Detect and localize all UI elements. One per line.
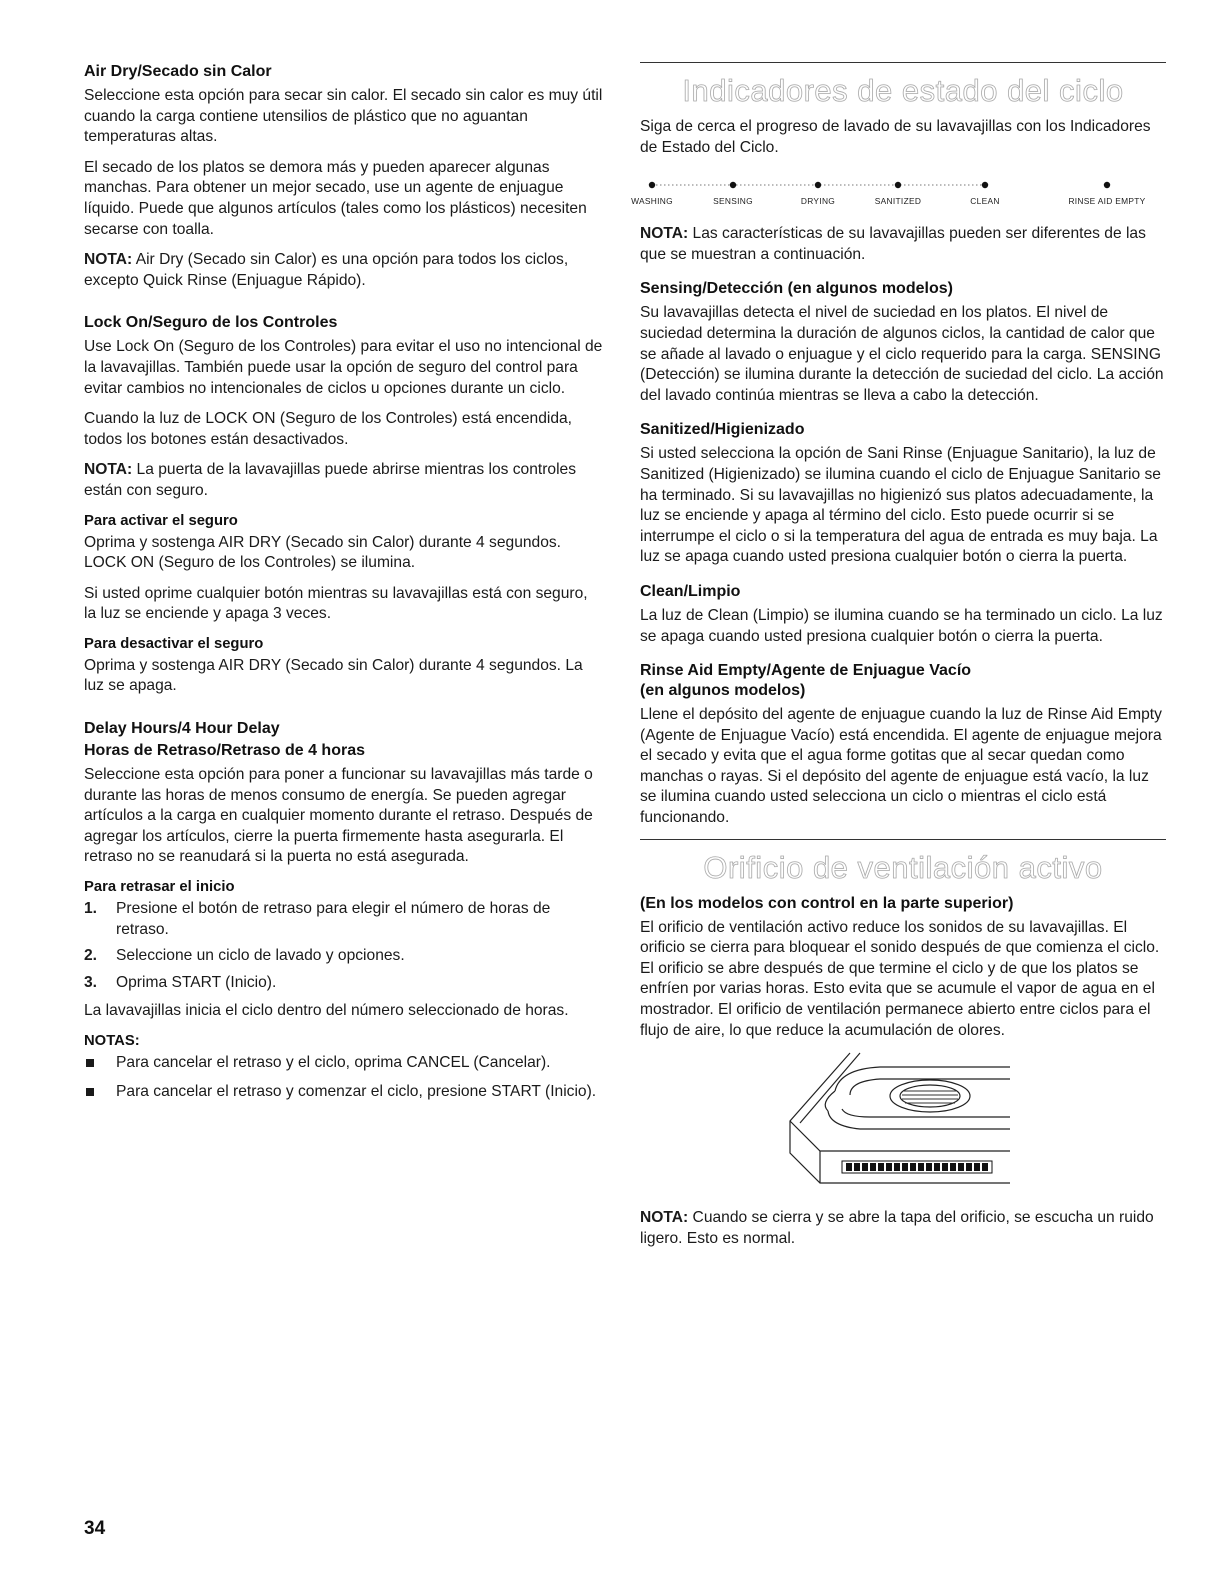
drying-label: DRYING [800,196,836,207]
sensing-section [640,279,1166,406]
lock-note [84,460,604,501]
status-note [640,224,1166,265]
rinse-aid-empty-light-icon [1104,182,1110,188]
delay-heading-spanish: Horas de Retraso/Retraso de 4 horas [84,742,365,760]
note-label: NOTA: [640,1209,689,1227]
air-dry-section [84,62,604,291]
list-item [84,1053,604,1074]
step-text: Presione el botón de retraso para elegir el número de horas de retraso. [116,900,551,938]
delay-notes-list [84,1053,604,1102]
status-section [631,71,1166,265]
step-text: Seleccione un ciclo de lavado y opciones. [116,947,405,965]
clean-heading: Clean/Limpio [640,582,741,600]
air-dry-paragraph-1: Seleccione esta opción para secar sin calor. El secado sin calor es muy útil cuando la carga contiene utensilios de plástico que no aguantan temperaturas altas. [84,87,603,146]
lock-heading: Lock On/Seguro de los Controles [84,314,338,332]
washing-label: WASHING [631,196,673,207]
lock-activate-heading: Para activar el seguro [84,512,238,529]
delay-paragraph: Seleccione esta opción para poner a funcionar su lavavajillas más tarde o durante las horas de menos consumo de energía. Se pueden agregar artículos a la carga en cualquier momento durante el retraso. Después de agregar los artículos, cierre la puerta firmemente hasta asegurarla. El retraso no se reanudará si la puerta no está asegurada. [84,766,593,866]
delay-heading-english: Delay Hours/4 Hour Delay [84,720,280,738]
right-column [631,62,1166,1259]
lock-press-text: Si usted oprime cualquier botón mientras su lavavajillas está con seguro, la luz se enciende y apaga 3 veces. [84,584,588,623]
step-text: Oprima START (Inicio). [116,973,277,991]
section-divider [640,62,1166,63]
note-text: Air Dry (Secado sin Calor) es una opción para todos los ciclos, excepto Quick Rinse (Enjuague Rápido). [84,251,569,289]
page-number: 34 [84,1518,106,1539]
note-text: Cuando se cierra y se abre la tapa del orificio, se escucha un ruido ligero. Esto es normal. [640,1209,1154,1247]
lock-section [84,313,604,697]
delay-steps-list [84,899,604,993]
step-number: 2. [84,947,98,965]
list-item [84,1082,604,1103]
lock-paragraph-1: Use Lock On (Seguro de los Controles) para evitar el uso no intencional de la lavavajillas. También puede usar la opción de seguro del control para evitar cambios no intencionales de ciclos u opciones durante un ciclo. [84,338,603,397]
delay-notes-label: NOTAS: [84,1033,140,1049]
step-number: 3. [84,973,98,991]
sanitized-text: Si usted selecciona la opción de Sani Rinse (Enjuague Sanitario), la luz de Sanitized (Higienizado) se ilumina cuando el ciclo de Enjuague Sanitario se ha terminado. Si su lavavajillas no higienizó sus platos adecuadamente, la luz se enciende y apaga al término del ciclo. Esto puede ocurrir si se interrumpe el ciclo o si la temperatura del agua de entrada es muy baja. La luz se apaga cuando usted presiona cualquier botón o cierra la puerta. [640,445,1161,566]
sanitized-heading: Sanitized/Higienizado [640,421,805,439]
air-dry-heading: Air Dry/Secado sin Calor [84,63,272,80]
lock-deactivate-heading: Para desactivar el seguro [84,635,264,652]
lock-paragraph-2: Cuando la luz de LOCK ON (Seguro de los Controles) está encendida, todos los botones están desactivados. [84,410,573,448]
delay-section [84,719,604,1102]
rinse-aid-section [640,661,1166,829]
note-text: La puerta de la lavavajillas puede abrirse mientras los controles están con seguro. [84,461,577,499]
vent-note [640,1208,1166,1249]
sanitized-label: SANITIZED [874,196,922,207]
sensing-heading: Sensing/Detección (en algunos modelos) [640,280,953,298]
square-bullet-icon [86,1059,94,1067]
vent-section [640,848,1166,1250]
drying-light-icon [815,182,821,188]
air-dry-paragraph-2: El secado de los platos se demora más y pueden aparecer algunas manchas. Para obtener un mejor secado, use un agente de enjuague líquido. Puede que algunos artículos (tales como los plásticos) necesiten secarse con toalla. [84,158,587,238]
list-item [84,899,604,940]
note-label: NOTA: [84,461,133,479]
rinse-aid-subheading: (en algunos modelos) [640,682,806,700]
clean-light-icon [982,182,988,188]
delay-start-heading: Para retrasar el inicio [84,879,235,896]
vent-text: El orificio de ventilación activo reduce los sonidos de su lavavajillas. El orificio se cierra para bloquear el sonido después de que comienza el ciclo. El orificio se abre después de que termine el ciclo y de que los platos se enfríen por varias horas. Esto evita que se acumule el vapor de agua en el mostrador. El orificio de ventilación permanece abierto entre ciclos para el flujo de aire, lo que reduce la acumulación de olores. [640,918,1160,1039]
note-label: NOTA: [640,225,689,243]
step-number: 1. [84,900,98,918]
status-banner-title: Indicadores de estado del ciclo [682,73,1124,108]
clean-section [640,582,1166,647]
vent-illustration [780,1051,1166,1194]
rinse-aid-empty-label: RINSE AID EMPTY [1068,196,1146,207]
sanitized-light-icon [895,182,901,188]
square-bullet-icon [86,1088,94,1096]
air-dry-note [84,250,604,291]
vent-subheading: (En los modelos con control en la parte superior) [640,894,1014,912]
lock-activate-text: Oprima y sostenga AIR DRY (Secado sin Calor) durante 4 segundos. LOCK ON (Seguro de los Controles) se ilumina. [84,533,562,572]
rinse-aid-heading: Rinse Aid Empty/Agente de Enjuague Vacío [640,662,972,680]
list-item [84,946,604,967]
note-text: Para cancelar el retraso y comenzar el ciclo, presione START (Inicio). [116,1082,597,1100]
sanitized-section [640,420,1166,568]
clean-label: CLEAN [970,196,1000,207]
lock-deactivate-text: Oprima y sostenga AIR DRY (Secado sin Calor) durante 4 segundos. La luz se apaga. [84,656,583,695]
status-intro: Siga de cerca el progreso de lavado de su lavavajillas con los Indicadores de Estado del Ciclo. [640,118,1151,156]
note-text: Las características de su lavavajillas pueden ser diferentes de las que se muestran a continuación. [640,225,1146,263]
delay-after-steps: La lavavajillas inicia el ciclo dentro del número seleccionado de horas. [84,1002,569,1020]
section-divider [640,839,1166,840]
list-item [84,973,604,994]
vent-banner-title: Orificio de ventilación activo [703,849,1103,885]
note-label: NOTA: [84,251,133,269]
washing-light-icon [649,182,655,188]
status-indicator-lights [640,172,1166,196]
left-column [84,62,604,1110]
cycle-status-panel [631,172,1166,216]
note-text: Para cancelar el retraso y el ciclo, oprima CANCEL (Cancelar). [116,1054,551,1071]
sensing-text: Su lavavajillas detecta el nivel de suciedad en los platos. El nivel de suciedad determina la duración de algunos ciclos, la cantidad de calor que se añade al lavado o enjuague y el ciclo requerido para la carga. SENSING (Detección) se ilumina durante la detección de suciedad del ciclo. La acción del lavado continúa mientras se lleva a cabo la detección. [640,304,1164,404]
rinse-aid-text: Llene el depósito del agente de enjuague cuando la luz de Rinse Aid Empty (Agente de Enjuague Vacío) está encendida. El agente de enjuague mejora el secado y evita que el agua forme gotitas que al secar quedan como manchas o rayas. Si el depósito del agente de enjuague está vacío, la luz se ilumina cuando usted selecciona un ciclo o mientras el ciclo está funcionando. [640,706,1162,827]
clean-text: La luz de Clean (Limpio) se ilumina cuando se ha terminado un ciclo. La luz se apaga cuando usted presiona cualquier botón o cierra la puerta. [640,606,1163,645]
sensing-label: SENSING [713,196,753,207]
active-vent-icon [780,1051,1020,1189]
sensing-light-icon [730,182,736,188]
